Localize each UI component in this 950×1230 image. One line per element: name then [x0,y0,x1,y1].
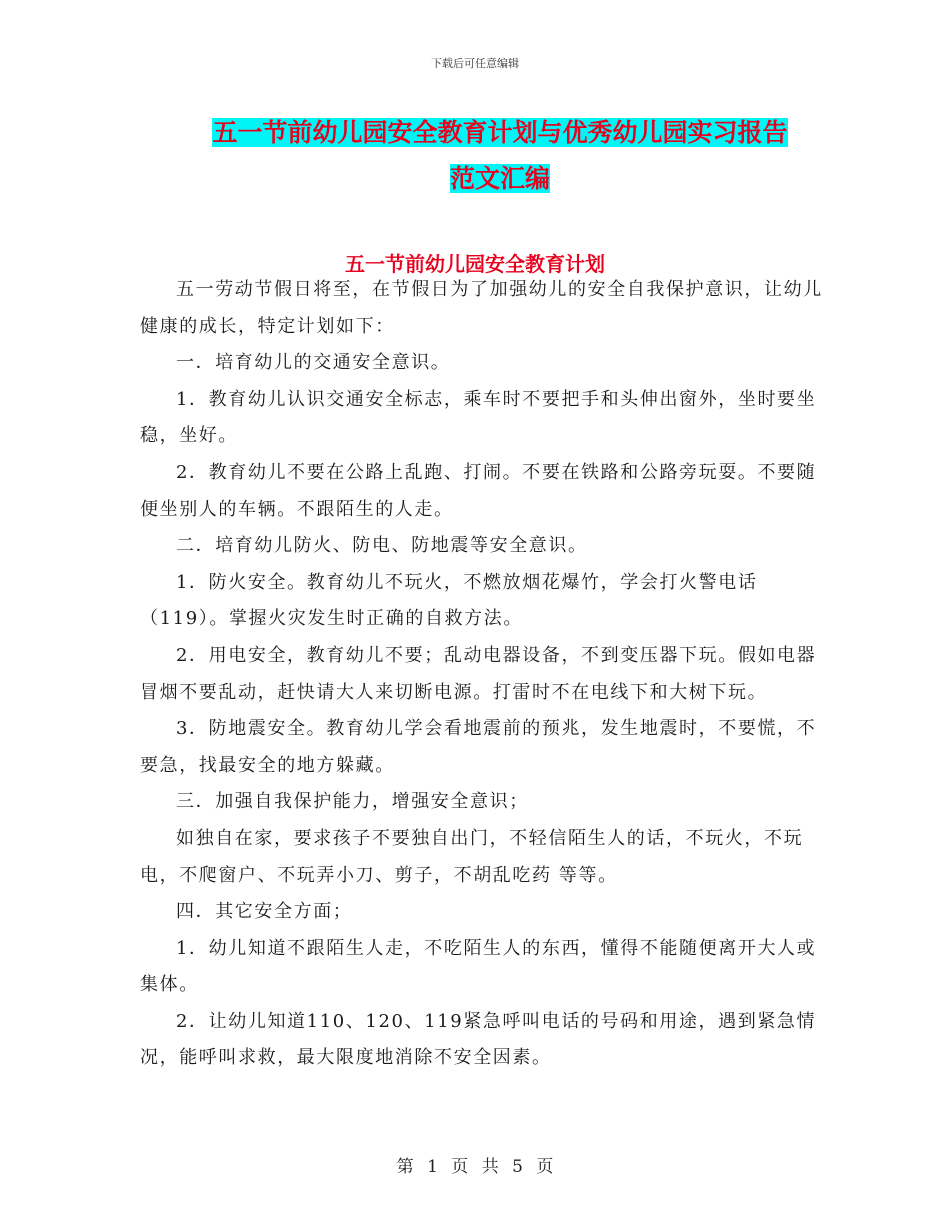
footer-page-prefix: 第 [396,1157,414,1177]
footer-total-pages: 5 [512,1157,523,1177]
document-title-line2: 范文汇编 [449,164,550,193]
paragraph-other-2: 2．让幼儿知道110、120、119紧急呼叫电话的号码和用途，遇到紧急情况，能呼叫求救，最大限度地消除不安全因素。 [140,1010,817,1069]
paragraph-traffic-2: 2．教育幼儿不要在公路上乱跑、打闹。不要在铁路和公路旁玩耍。不要随便坐别人的车辆。不跟陌生的人走。 [140,461,817,520]
paragraph-earthquake: 3．防地震安全。教育幼儿学会看地震前的预兆，发生地震时，不要慌，不要急，找最安全的地方躲藏。 [140,718,817,776]
footer-total-prefix: 共 [481,1157,499,1177]
document-title [140,110,860,202]
document-body [140,272,830,1077]
paragraph-traffic-1: 1．教育幼儿认识交通安全标志，乘车时不要把手和头伸出窗外，坐时要坐稳，坐好。 [140,388,817,447]
footer-page-mid: 页 [451,1157,469,1177]
page-header-note: 下载后可任意编辑 [431,57,519,70]
paragraph-fire: 1．防火安全。教育幼儿不玩火，不燃放烟花爆竹，学会打火警电话（119）。掌握火灾发生时正确的自救方法。 [140,571,758,630]
heading-fire-electric-quake: 二．培育幼儿防火、防电、防地震等安全意识。 [176,535,588,557]
paragraph-electric: 2．用电安全，教育幼儿不要；乱动电器设备，不到变压器下玩。假如电器冒烟不要乱动，赶快请大人来切断电源。打雷时不在电线下和大树下玩。 [140,644,817,703]
document-title-line1: 五一节前幼儿园安全教育计划与优秀幼儿园实习报告 [212,118,788,147]
paragraph-intro: 五一劳动节假日将至，在节假日为了加强幼儿的安全自我保护意识，让幼儿健康的成长，特定计划如下： [140,279,823,337]
paragraph-other-1: 1．幼儿知道不跟陌生人走，不吃陌生人的东西，懂得不能随便离开大人或集体。 [140,937,817,996]
page-footer [0,1152,950,1177]
heading-traffic-safety: 一．培育幼儿的交通安全意识。 [176,352,451,374]
heading-self-protection: 三．加强自我保护能力，增强安全意识； [176,791,529,813]
section-title: 五一节前幼儿园安全教育计划 [345,252,605,276]
heading-other-safety: 四．其它安全方面； [176,901,353,923]
footer-total-suffix: 页 [536,1157,554,1177]
paragraph-self-protection: 如独自在家，要求孩子不要独自出门，不轻信陌生人的话，不玩火，不玩电，不爬窗户、不玩弄小刀、剪子，不胡乱吃药 等等。 [140,827,804,886]
footer-page-number: 1 [427,1157,438,1177]
